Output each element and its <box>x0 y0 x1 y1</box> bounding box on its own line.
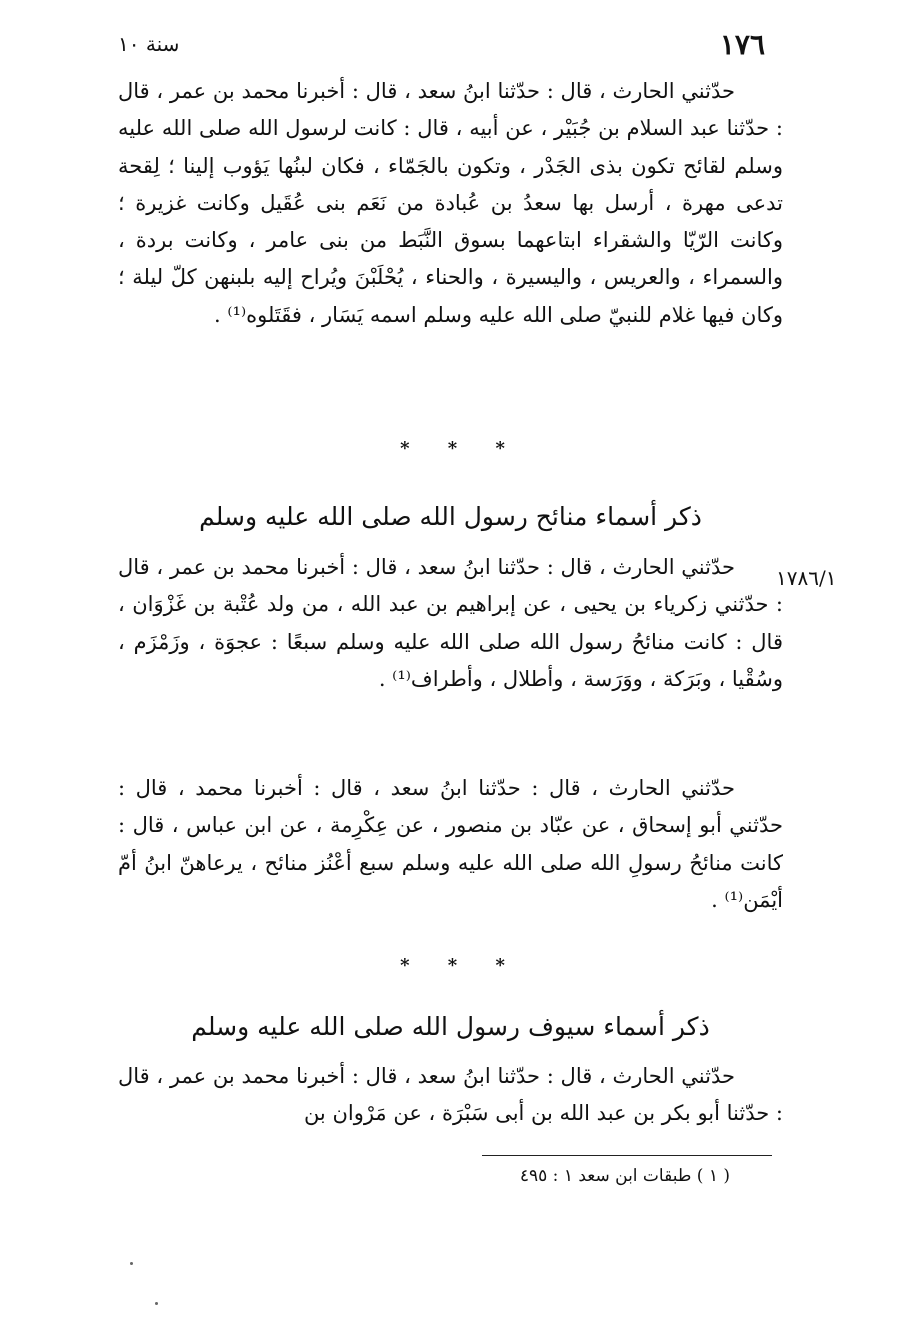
print-speck <box>130 1262 133 1265</box>
paragraph-text: حدّثني الحارث ، قال : حدّثنا ابنُ سعد ، قال : أخبرنا محمد بن عمر ، قال : حدّثنا عبد السلام بن جُبَيْر ، عن أبيه ، قال : كانت لرسول الله صلى الله عليه وسلم لقائح تكون بذى الجَدْر ، وتكون بالجَمّاء ، فكان لبنُها يَؤوب إلينا ؛ لِقحة تدعى مهرة ، أرسل بها سعدُ بن عُبادة من نَعَم بنى عُقَيل وكانت غزيرة ؛ وكانت الرّيّا والشقراء ابتاعهما بسوق النَّبَط من بنى عامر ، وكانت بردة ، والسمراء ، والعريس ، واليسيرة ، والحناء ، يُحْلَبْنَ ويُراح إليه بلبنهن كلّ ليلة ؛ وكان فيها غلام للنبيّ صلى الله عليه وسلم اسمه يَسَار ، فقَتَلوه⁽¹⁾ . <box>118 79 783 327</box>
paragraph-text: حدّثني الحارث ، قال : حدّثنا ابنُ سعد ، قال : أخبرنا محمد بن عمر ، قال : حدّثني زكرياء بن يحيى ، عن إبراهيم بن عبد الله ، من ولد عُتْبة بن غَزْوَان ، قال : كانت منائحُ رسول الله صلى الله عليه وسلم سبعًا : عجوَة ، وزَمْزَم ، وسُقْيا ، وبَرَكة ، ووَرَسة ، وأطلال ، وأطراف⁽¹⁾ . <box>118 555 783 691</box>
print-speck <box>155 1302 158 1305</box>
paragraph-laqaih <box>118 73 783 334</box>
paragraph-suyuf <box>118 1058 783 1133</box>
paragraph-text: حدّثني الحارث ، قال : حدّثنا ابنُ سعد ، قال : أخبرنا محمد بن عمر ، قال : حدّثنا أبو بكر بن عبد الله بن أبى سَبْرَة ، عن مَرْوان بن <box>118 1064 783 1126</box>
paragraph-manaih-1 <box>118 549 783 698</box>
paragraph-manaih-2 <box>118 770 783 919</box>
section-separator: * * * <box>400 955 521 976</box>
page-number: ١٧٦ <box>719 28 765 61</box>
paragraph-text: حدّثني الحارث ، قال : حدّثنا ابنُ سعد ، قال : أخبرنا محمد ، قال : حدّثني أبو إسحاق ، عن عبّاد بن منصور ، عن عِكْرِمة ، عن ابن عباس ، قال : كانت منائحُ رسولِ الله صلى الله عليه وسلم سبع أعْنُز منائح ، يرعاهنّ ابنُ أمّ أيْمَن⁽¹⁾ . <box>118 776 783 912</box>
margin-reference: ١٧٨٦/١ <box>776 566 837 590</box>
footnote: ( ١ ) طبقات ابن سعد ١ : ٤٩٥ <box>519 1166 730 1186</box>
running-head-year: سنة ١٠ <box>118 32 180 56</box>
footnote-divider <box>482 1155 772 1156</box>
section-separator: * * * <box>400 438 521 459</box>
section-heading-suyuf: ذكر أسماء سيوف رسول الله صلى الله عليه وسلم <box>191 1012 710 1041</box>
page-header <box>100 28 765 64</box>
section-heading-manaih: ذكر أسماء منائح رسول الله صلى الله عليه وسلم <box>199 502 702 531</box>
